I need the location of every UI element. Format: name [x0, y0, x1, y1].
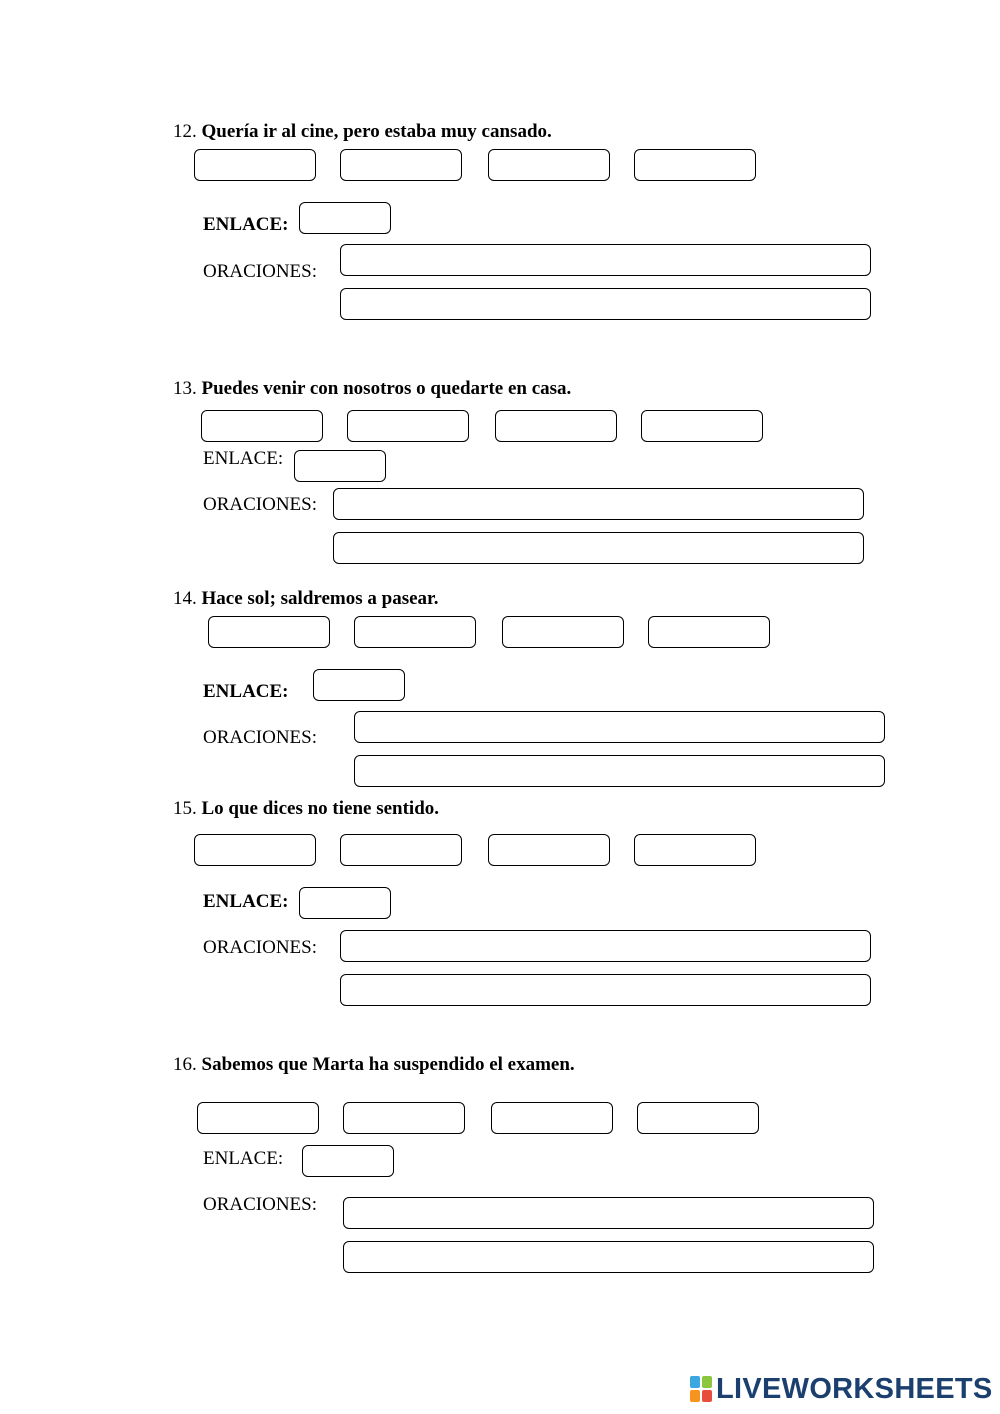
oracion-input-2[interactable] [343, 1241, 874, 1273]
oracion-input-2[interactable] [340, 288, 871, 320]
exercise-sentence: Puedes venir con nosotros o quedarte en casa. [201, 378, 572, 399]
word-box-2[interactable] [347, 410, 469, 442]
oracion-input-1[interactable] [354, 711, 885, 743]
enlace-label: ENLACE: [203, 891, 289, 912]
exercise-15-prompt [173, 798, 439, 820]
word-box-4[interactable] [634, 834, 756, 866]
oracion-input-2[interactable] [340, 974, 871, 1006]
exercise-number: 14. [173, 588, 197, 609]
oracion-input-1[interactable] [343, 1197, 874, 1229]
oraciones-label: ORACIONES: [203, 494, 318, 515]
exercise-13-prompt [173, 378, 571, 400]
oracion-input-1[interactable] [340, 930, 871, 962]
exercise-sentence: Hace sol; saldremos a pasear. [201, 588, 439, 609]
word-box-1[interactable] [197, 1102, 319, 1134]
oracion-input-2[interactable] [354, 755, 885, 787]
enlace-input[interactable] [299, 887, 391, 919]
exercise-number: 13. [173, 378, 197, 399]
enlace-input[interactable] [299, 202, 391, 234]
word-box-2[interactable] [340, 834, 462, 866]
logo-square [690, 1376, 700, 1388]
word-box-3[interactable] [488, 834, 610, 866]
liveworksheets-logo-icon [690, 1376, 712, 1402]
logo-square [690, 1390, 700, 1402]
exercise-sentence: Lo que dices no tiene sentido. [201, 798, 440, 819]
oraciones-label: ORACIONES: [203, 937, 318, 958]
exercise-number: 12. [173, 121, 197, 142]
enlace-label: ENLACE: [203, 448, 284, 469]
oraciones-label: ORACIONES: [203, 1194, 318, 1215]
enlace-label: ENLACE: [203, 1148, 284, 1169]
oraciones-label: ORACIONES: [203, 727, 318, 748]
logo-text: LIVEWORKSHEETS [716, 1372, 993, 1405]
word-box-2[interactable] [343, 1102, 465, 1134]
word-box-4[interactable] [648, 616, 770, 648]
word-box-1[interactable] [201, 410, 323, 442]
exercise-sentence: Quería ir al cine, pero estaba muy cansado. [201, 121, 552, 142]
enlace-input[interactable] [302, 1145, 394, 1177]
word-box-4[interactable] [641, 410, 763, 442]
liveworksheets-logo [690, 1372, 993, 1406]
oracion-input-2[interactable] [333, 532, 864, 564]
word-box-1[interactable] [194, 834, 316, 866]
enlace-label: ENLACE: [203, 214, 289, 235]
exercise-sentence: Sabemos que Marta ha suspendido el examen. [201, 1054, 575, 1075]
exercise-14-prompt [173, 588, 438, 610]
word-box-3[interactable] [502, 616, 624, 648]
word-box-4[interactable] [637, 1102, 759, 1134]
logo-square [702, 1376, 712, 1388]
word-box-1[interactable] [194, 149, 316, 181]
word-box-4[interactable] [634, 149, 756, 181]
enlace-input[interactable] [294, 450, 386, 482]
logo-square [702, 1390, 712, 1402]
exercise-number: 16. [173, 1054, 197, 1075]
word-box-2[interactable] [340, 149, 462, 181]
word-box-2[interactable] [354, 616, 476, 648]
oracion-input-1[interactable] [340, 244, 871, 276]
enlace-label: ENLACE: [203, 681, 289, 702]
oracion-input-1[interactable] [333, 488, 864, 520]
exercise-number: 15. [173, 798, 197, 819]
word-box-3[interactable] [488, 149, 610, 181]
exercise-12-prompt [173, 121, 552, 143]
enlace-input[interactable] [313, 669, 405, 701]
oraciones-label: ORACIONES: [203, 261, 318, 282]
word-box-3[interactable] [495, 410, 617, 442]
word-box-1[interactable] [208, 616, 330, 648]
exercise-16-prompt [173, 1054, 575, 1076]
word-box-3[interactable] [491, 1102, 613, 1134]
